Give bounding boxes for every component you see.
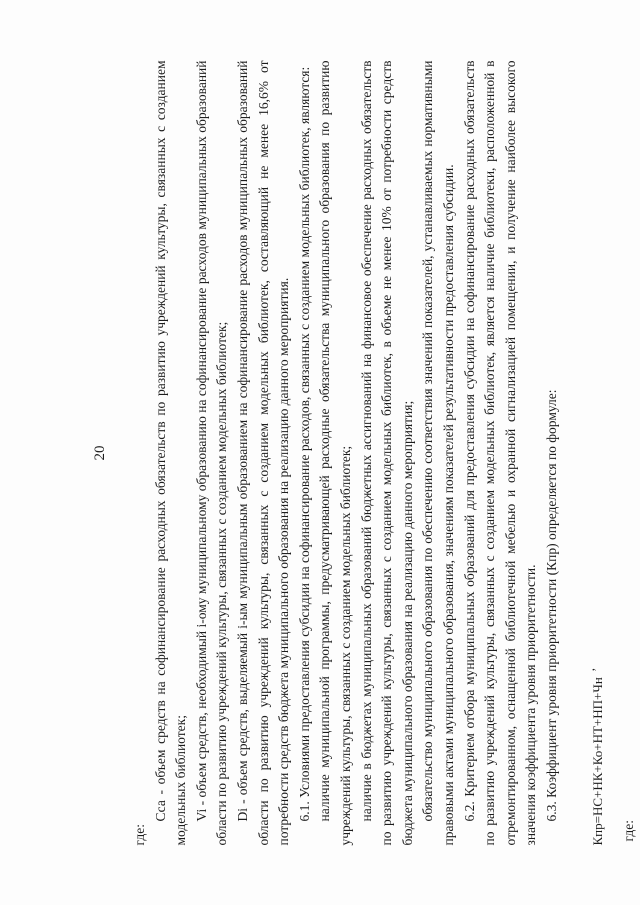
rotated-page-content <box>78 61 638 846</box>
paragraph: Сса - объем средств на софинансирование расходных обязательств по развитию учреждений культуры, связанных с созданием модельных библиотек; <box>152 60 189 846</box>
formula-comma: , <box>582 667 598 672</box>
body-text <box>130 61 640 846</box>
paragraph: Vi - объем средств, необходимый i-ому муниципальному образованию на софинансирование расходов муниципальных образований области по развитию учреждений культуры, связанных с созданием модельных библиотек; <box>193 60 230 846</box>
page-number: 20 <box>92 445 108 461</box>
paragraph: Di - объем средств, выделяемый i-ым муниципальным образованием на софинансирование расходов муниципальных образований области по развитию учреждений культуры, связанных с созданием модельных библиотек, составляющий не менее 16,6% от потребности средств бюджета муниципального образования на реализацию данного мероприятия. <box>234 60 292 846</box>
paragraph: наличие муниципальной программы, предусматривающей расходные обязательства муниципального образования по развитию учреждений культуры, связанных с созданием модельных библиотек; <box>317 60 353 846</box>
paragraph: 6.1. Условиями предоставления субсидии на софинансирование расходов, связанных с созданием модельных библиотек, являются: <box>296 66 312 822</box>
formula-text: Кпр=НС+НК+Ко+НТ+НП+Чн <box>590 677 606 846</box>
paragraph: наличие в бюджетах муниципальных образований бюджетных ассигнований на финансовое обеспечение расходных обязательств по развитию учреждений культуры, связанных с созданием модельных библиотек, в объеме не менее 10% от потребности средств бюджета муниципального образования на реализацию данного мероприятия; <box>358 60 415 846</box>
paragraph: 6.3. Коэффициент уровня приоритетности (Кпр) определяется по формуле: <box>543 389 559 822</box>
paragraph: обязательство муниципального образования по обеспечению соответствия значений показателей, устанавливаемых нормативными правовыми актами муниципального образования, значениям показателей результативности предоставления субсидии. <box>420 60 456 846</box>
paragraph: 6.2. Критерием отбора муниципальных образований для предоставления субсидии на софинансирование расходных обязательств по развитию учреждений культуры, связанных с созданием модельных библиотек, является наличие библиотеки, расположенной в отремонтированном, оснащенной библиотечной мебелью и охранной сигнализацией помещении, и получение наиболее высокого значения коэффициента уровня приоритетности. <box>461 60 539 846</box>
formula-legend-label: где: <box>621 820 637 842</box>
paragraph: где: <box>132 824 147 846</box>
formula <box>582 61 609 846</box>
